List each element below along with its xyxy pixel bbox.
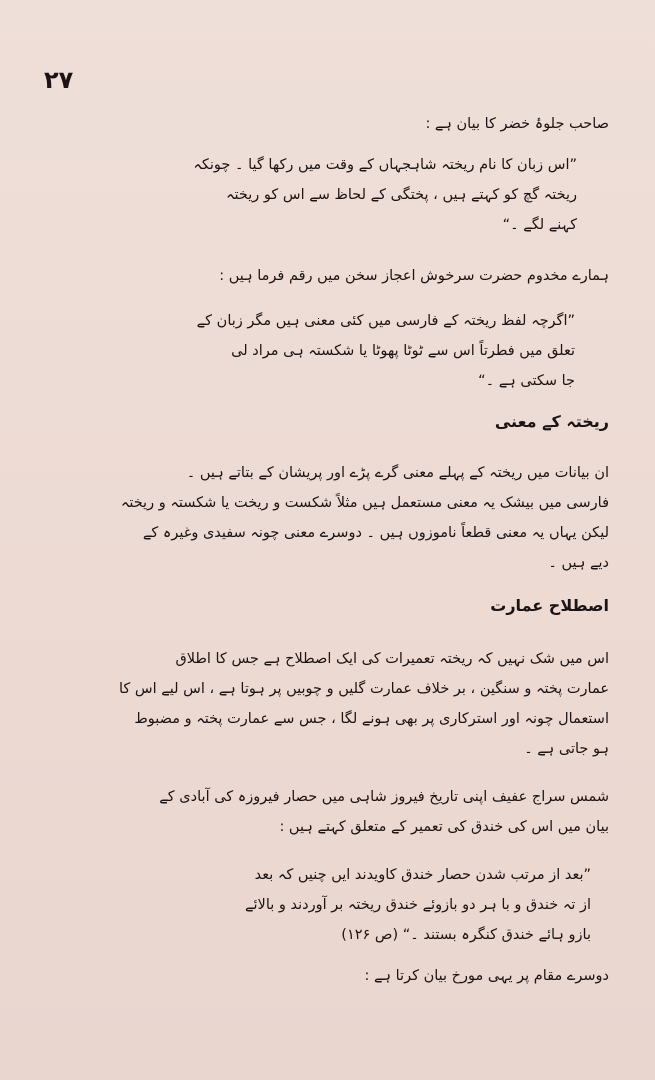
intro-line: دوسرے مقام پر یہی مورخ بیان کرتا ہے : [364, 968, 609, 984]
quote-line: ”اگرچہ لفظ ریختہ کے فارسی میں کئی معنی ہیں مگر زبان کے [196, 313, 575, 329]
quote-line: ریختہ گچ کو کہتے ہیں ، پختگی کے لحاظ سے اس کو ریختہ [225, 187, 577, 203]
paragraph-architecture [119, 644, 609, 764]
intro-jalwa-e-khizr [425, 116, 609, 132]
page-number: ۲۷ [44, 66, 74, 94]
quote-block-persian [245, 860, 591, 950]
paragraph-line: عمارت پختہ و سنگین ، بر خلاف عمارت گلیں و چوبیں پر ہوتا ہے ، اس لیے اس کا [119, 681, 609, 697]
paragraph-line: فارسی میں بیشک یہ معنی مستعمل ہیں مثلاً شکست و ریخت یا شکستہ و ریختہ [120, 495, 609, 511]
paragraph-line: دیے ہیں ۔ [548, 555, 609, 571]
intro-line: صاحب جلوۂ خضر کا بیان ہے : [425, 116, 609, 132]
paragraph-shams-siraj [159, 782, 609, 842]
quote-line: از تہ خندق و با ہر دو بازوئے خندق ریختہ بر آوردند و بالائے [245, 897, 591, 913]
paragraph-meanings [121, 458, 609, 578]
quote-line: ”اس زبان کا نام ریختہ شاہجہاں کے وقت میں رکھا گیا ۔ چونکہ [193, 157, 577, 173]
section-heading-meaning: ریختہ کے معنی [494, 412, 609, 431]
paragraph-line: استعمال چونہ اور استرکاری پر بھی ہونے لگا ، جس سے عمارت پختہ و مضبوط [134, 711, 609, 727]
quote-line: ”بعد از مرتب شدن حصار خندق کاویدند ایں چنیں کہ بعد [254, 867, 591, 883]
quote-block-2 [197, 306, 575, 396]
quote-line: تعلق میں فطرتاً اس سے ٹوٹا پھوٹا یا شکستہ ہی مراد لی [231, 343, 575, 359]
quote-line: جا سکتی ہے ۔“ [478, 373, 575, 389]
quote-line: کہنے لگے ۔“ [502, 217, 577, 233]
paragraph-line: اس میں شک نہیں کہ ریختہ تعمیرات کی ایک اصطلاح ہے جس کا اطلاق [175, 651, 609, 667]
intro-sarkhush [219, 268, 609, 284]
intro-line: ہمارے مخدوم حضرت سرخوش اعجاز سخن میں رقم فرما ہیں : [219, 268, 609, 284]
quote-line: بازو ہائے خندق کنگرہ بستند ۔“ (ص ۱۲۶) [341, 927, 591, 943]
intro-second-place [365, 968, 609, 984]
quote-block-1 [193, 150, 577, 240]
paragraph-line: شمس سراج عفیف اپنی تاریخ فیروز شاہی میں حصار فیروزہ کی آبادی کے [159, 789, 609, 805]
paragraph-line: بیان میں اس کی خندق کی تعمیر کے متعلق کہتے ہیں : [279, 819, 609, 835]
paragraph-line: لیکن یہاں یہ معنی قطعاً ناموزوں ہیں ۔ دوسرے معنی چونہ سفیدی وغیرہ کے [142, 525, 609, 541]
section-heading-architecture: اصطلاح عمارت [490, 596, 609, 615]
paragraph-line: ہو جاتی ہے ۔ [524, 741, 609, 757]
paragraph-line: ان بیانات میں ریختہ کے پہلے معنی گرے پڑے اور پریشان کے بتاتے ہیں ۔ [186, 465, 609, 481]
